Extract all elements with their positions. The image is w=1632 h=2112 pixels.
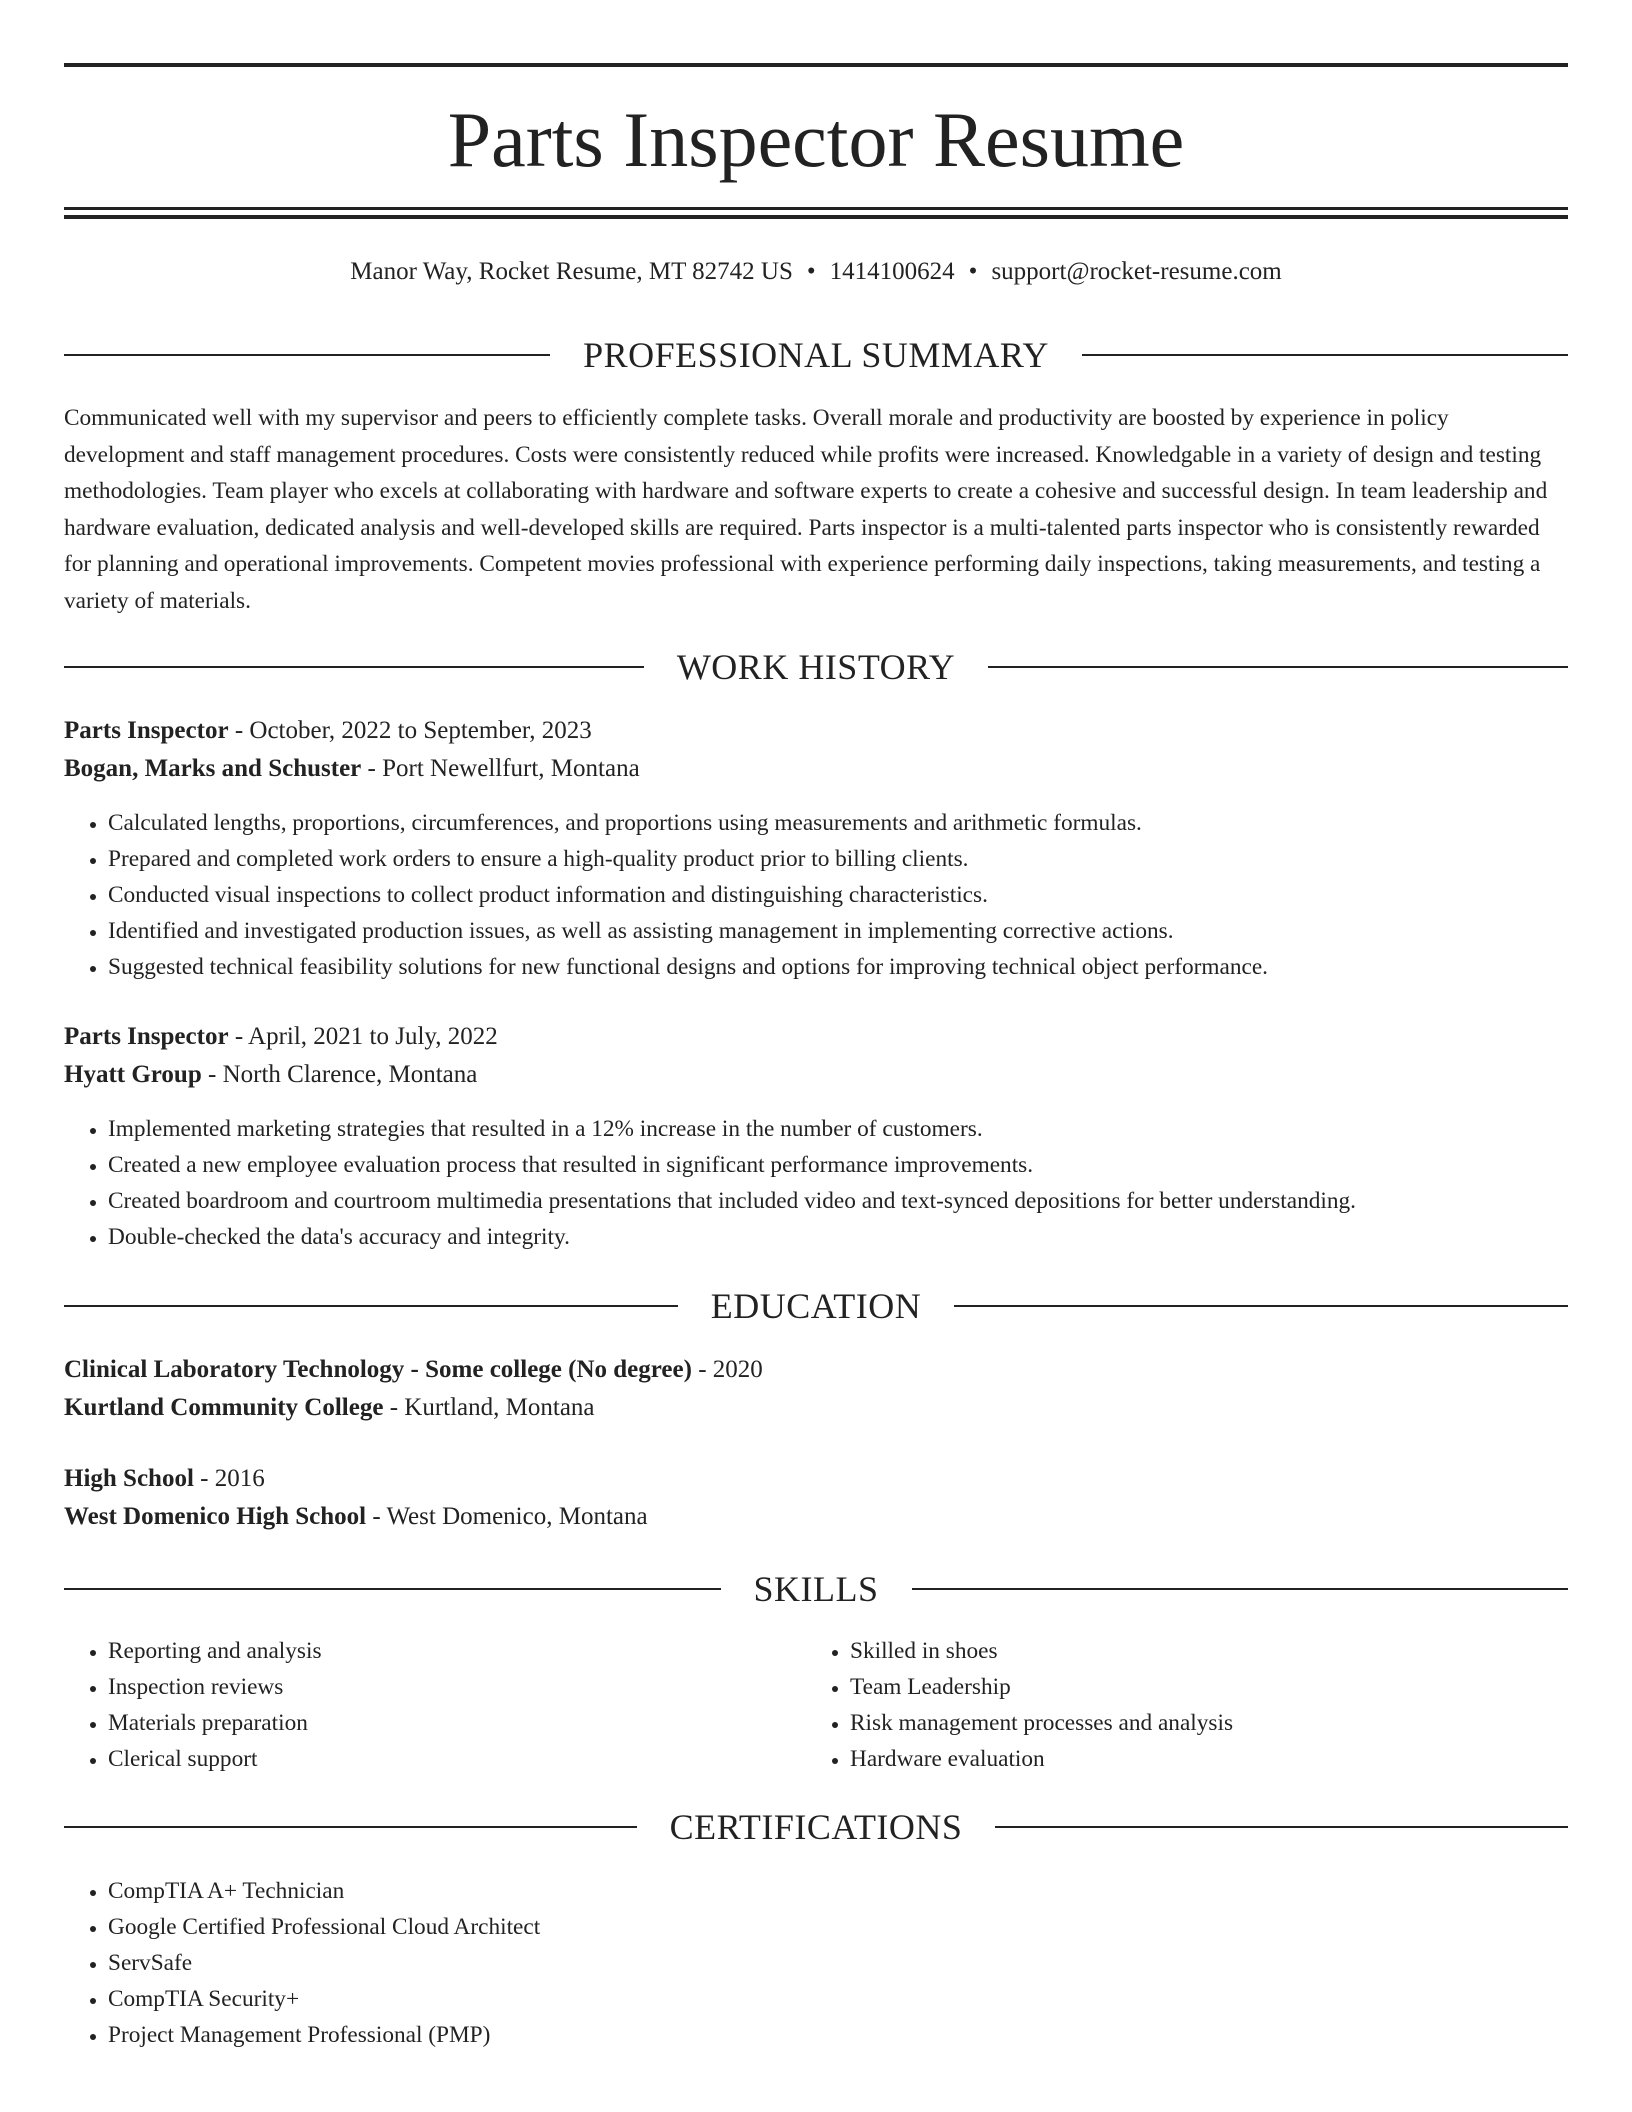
list-item: • Project Management Professional (PMP) <box>108 2017 1612 2053</box>
job-company-line <box>64 750 1568 788</box>
list-item: • Skilled in shoes <box>850 1633 1550 1669</box>
heading-rule <box>64 666 644 668</box>
contact-phone: 1414100624 <box>829 258 955 285</box>
education-year: - 2020 <box>691 1356 763 1383</box>
title-rule-lower <box>64 215 1568 219</box>
list-item: • Team Leadership <box>850 1669 1550 1705</box>
section-heading-summary <box>64 333 1568 377</box>
job-company-line <box>64 1056 1568 1094</box>
contact-separator: • <box>968 258 978 285</box>
contact-line <box>64 254 1568 290</box>
education-location: - West Domenico, Montana <box>366 1503 648 1530</box>
job-company: Hyatt Group <box>64 1061 202 1088</box>
education-school: West Domenico High School <box>64 1503 367 1530</box>
list-item: • Risk management processes and analysis <box>850 1705 1550 1741</box>
list-item: • Suggested technical feasibility solutions for new functional designs and options for improving technical object performance. <box>108 949 1612 985</box>
job-location: - Port Newellfurt, Montana <box>361 755 640 782</box>
heading-rule <box>64 354 550 356</box>
list-item: • Materials preparation <box>108 1705 808 1741</box>
title-rule-upper <box>64 207 1568 210</box>
job-location: - North Clarence, Montana <box>201 1061 478 1088</box>
certifications-list <box>64 1873 1612 2053</box>
education-header <box>64 1460 1568 1498</box>
section-heading-education <box>64 1284 1568 1328</box>
job-bullets <box>64 805 1612 985</box>
education-degree: Clinical Laboratory Technology - Some college (No degree) <box>64 1356 692 1383</box>
contact-separator: • <box>806 258 816 285</box>
education-school-line <box>64 1498 1568 1536</box>
education-degree: High School <box>64 1465 194 1492</box>
skills-list-left <box>64 1633 808 1777</box>
heading-rule <box>988 666 1568 668</box>
list-item: • Hardware evaluation <box>850 1741 1550 1777</box>
education-school: Kurtland Community College <box>64 1394 384 1421</box>
section-title: SKILLS <box>753 1569 879 1609</box>
section-title: PROFESSIONAL SUMMARY <box>583 335 1049 375</box>
list-item: • Identified and investigated production issues, as well as assisting management in implementing corrective actions. <box>108 913 1612 949</box>
heading-rule <box>995 1826 1568 1828</box>
list-item: • Implemented marketing strategies that resulted in a 12% increase in the number of customers. <box>108 1111 1612 1147</box>
section-heading-skills <box>64 1567 1568 1611</box>
heading-rule <box>954 1305 1568 1307</box>
list-item: • CompTIA Security+ <box>108 1981 1612 2017</box>
section-title: CERTIFICATIONS <box>669 1807 963 1847</box>
job-company: Bogan, Marks and Schuster <box>64 755 362 782</box>
job-title: Parts Inspector <box>64 1023 229 1050</box>
section-heading-work <box>64 645 1568 689</box>
heading-rule <box>64 1826 637 1828</box>
job-dates: - April, 2021 to July, 2022 <box>228 1023 498 1050</box>
heading-rule <box>912 1588 1569 1590</box>
list-item: • Inspection reviews <box>108 1669 808 1705</box>
list-item: • Google Certified Professional Cloud Architect <box>108 1909 1612 1945</box>
section-title: WORK HISTORY <box>676 647 956 687</box>
list-item: • Prepared and completed work orders to ensure a high-quality product prior to billing clients. <box>108 841 1612 877</box>
education-header <box>64 1351 1568 1389</box>
job-header <box>64 712 1568 750</box>
job-bullets <box>64 1111 1612 1255</box>
heading-rule <box>64 1305 678 1307</box>
contact-address: Manor Way, Rocket Resume, MT 82742 US <box>350 258 793 285</box>
skills-list-right <box>806 1633 1550 1777</box>
list-item: • Clerical support <box>108 1741 808 1777</box>
list-item: • CompTIA A+ Technician <box>108 1873 1612 1909</box>
education-year: - 2016 <box>193 1465 265 1492</box>
summary-paragraph: Communicated well with my supervisor and peers to efficiently complete tasks. Overall morale and productivity are boosted by experience in policy development and staff management procedures. Costs were consistently reduced while profits were increased. Knowledgable in a variety of design and testing methodologies. Team player who excels at collaborating with hardware and software experts to create a cohesive and successful design. In team leadership and hardware evaluation, dedicated analysis and well-developed skills are required. Parts inspector is a multi-talented parts inspector who is consistently rewarded for planning and operational improvements. Competent movies professional with experience performing daily inspections, taking measurements, and testing a variety of materials. <box>64 405 1548 614</box>
list-item: • Reporting and analysis <box>108 1633 808 1669</box>
list-item: • Conducted visual inspections to collect product information and distinguishing characteristics. <box>108 877 1612 913</box>
heading-rule <box>1082 354 1568 356</box>
list-item: • Double-checked the data's accuracy and integrity. <box>108 1219 1612 1255</box>
education-school-line <box>64 1389 1568 1427</box>
list-item: • Calculated lengths, proportions, circumferences, and proportions using measurements and arithmetic formulas. <box>108 805 1612 841</box>
job-dates: - October, 2022 to September, 2023 <box>228 717 592 744</box>
section-heading-certifications <box>64 1805 1568 1849</box>
heading-rule <box>64 1588 721 1590</box>
top-rule <box>64 63 1568 67</box>
contact-email: support@rocket-resume.com <box>991 258 1282 285</box>
list-item: • ServSafe <box>108 1945 1612 1981</box>
list-item: • Created boardroom and courtroom multimedia presentations that included video and text-synced depositions for better understanding. <box>108 1183 1612 1219</box>
section-title: EDUCATION <box>710 1286 922 1326</box>
page-title: Parts Inspector Resume <box>447 96 1185 183</box>
job-header <box>64 1018 1568 1056</box>
education-location: - Kurtland, Montana <box>383 1394 595 1421</box>
job-title: Parts Inspector <box>64 717 229 744</box>
list-item: • Created a new employee evaluation process that resulted in significant performance improvements. <box>108 1147 1612 1183</box>
